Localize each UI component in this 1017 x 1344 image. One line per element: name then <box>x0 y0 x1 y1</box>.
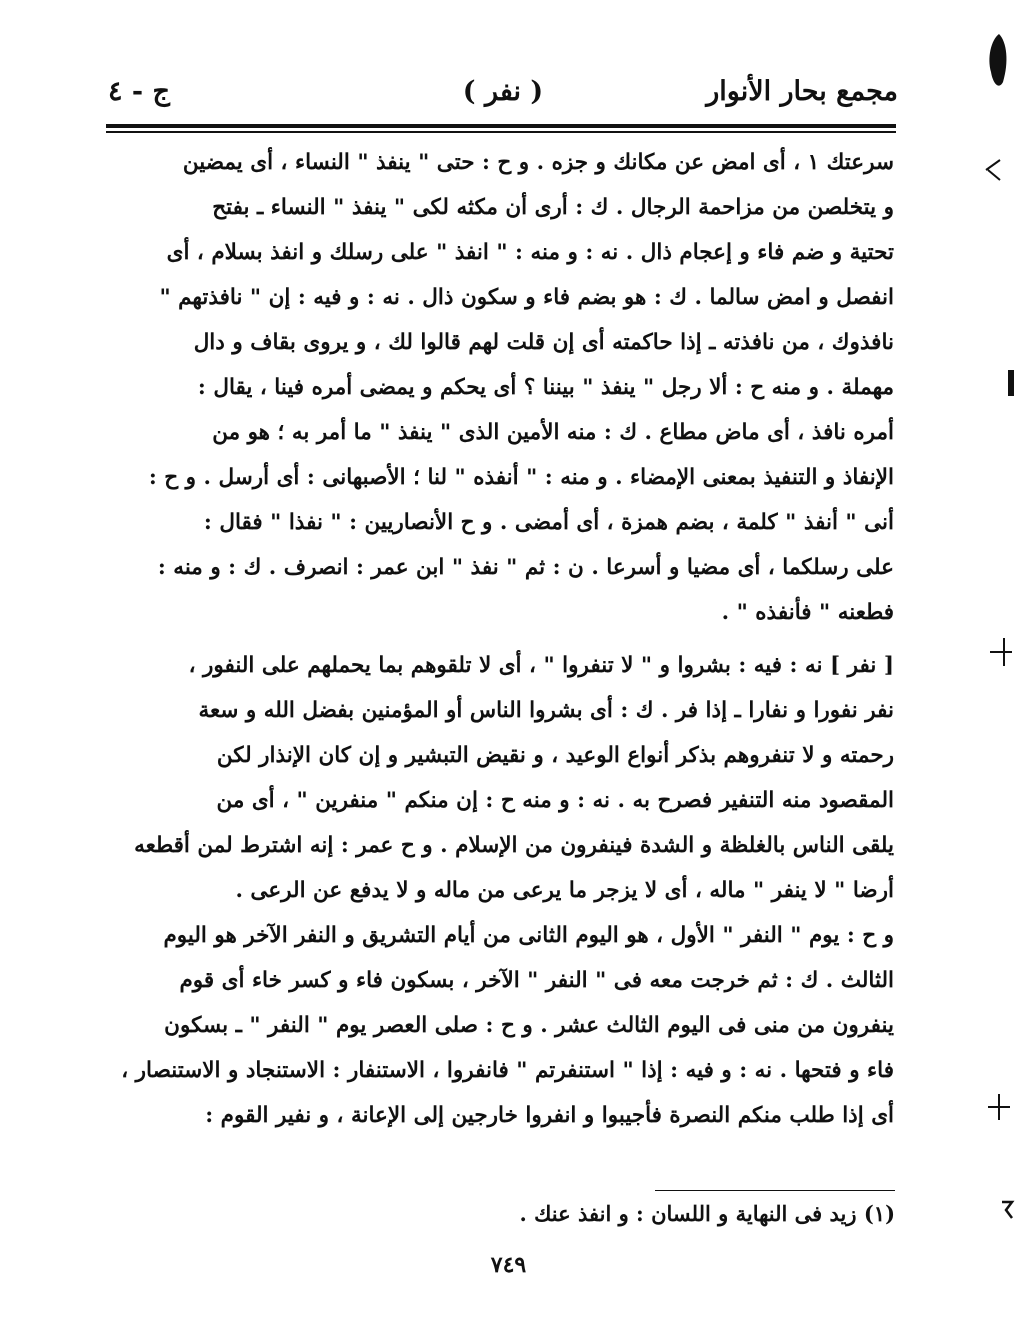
book-title: مجمع بحار الأنوار <box>706 76 898 107</box>
text-line: فاء و فتحها . نه : و فيه : إذا " استنفرتم " فانفروا ، الاستنفار : الاستنجاد و الاستنصار ، <box>121 1058 894 1083</box>
paragraph-nafar <box>112 643 894 1138</box>
page-number: ٧٤٩ <box>490 1252 527 1278</box>
text-line: على رسلكما ، أى مضيا و أسرعا . ن : ثم " نفذ " ابن عمر : انصرف . ك : و منه : <box>157 555 894 580</box>
text-line: أنى " أنفذ " كلمة ، بضم همزة ، أى أمضى . و ح الأنصاريين : " نفذا " فقال : <box>203 510 894 535</box>
text-line: و ح : يوم " النفر " الأول ، هو اليوم الثانى من أيام التشريق و النفر الآخر هو اليوم <box>163 923 894 948</box>
volume-label: ج - ٤ <box>108 76 170 107</box>
header-rule-thin <box>106 131 896 133</box>
text-line: فطعنه " فأنفذه " . <box>721 600 894 625</box>
scan-cross-icon <box>986 1092 1012 1122</box>
text-line: و يتخلصن من مزاحمة الرجال . ك : أرى أن مكثه لكى " ينفذ " النساء ـ بفتح <box>212 195 894 220</box>
scan-mark-icon <box>984 158 1002 182</box>
text-line: سرعتك ١ ، أى امض عن مكانك و جزه . و ح : حتى " ينفذ " النساء ، أى يمضين <box>182 150 894 175</box>
text-line: نفر نفورا و نفارا ـ إذا فر . ك : أى بشروا الناس أو المؤمنين بفضل الله و سعة <box>198 698 894 723</box>
text-line: رحمته و لا تنفروهم بذكر أنواع الوعيد ، و نقيض التبشير و إن كان الإنذار لكن <box>216 743 894 768</box>
footnote: (١) زيد فى النهاية و اللسان : و انفذ عنك . <box>519 1201 895 1226</box>
paragraph-nafadh <box>112 140 894 635</box>
scan-blot-icon <box>985 32 1011 92</box>
header-rule-thick <box>106 124 896 128</box>
text-line: تحتية و ضم فاء و إعجام ذال . نه : و منه : " انفذ " على رسلك و انفذ بسلام ، أى <box>166 240 894 265</box>
text-line: أى إذا طلب منكم النصرة فأجيبوا و انفروا خارجين إلى الإعانة ، و نفير القوم : <box>205 1103 894 1128</box>
main-text <box>112 140 894 1138</box>
footnote-rule <box>655 1190 895 1191</box>
running-header <box>108 72 898 116</box>
text-line: يلقى الناس بالغلظة و الشدة فينفرون من الإسلام . و ح عمر : إنه اشترط لمن أقطعه <box>134 833 894 858</box>
scan-mark-icon <box>998 1198 1016 1222</box>
text-line: مهملة . و منه ح : ألا رجل " ينفذ " بيننا ؟ أى يحكم و يمضى أمره فينا ، يقال : <box>197 375 894 400</box>
text-line: انفصل و امض سالما . ك : هو بضم فاء و سكون ذال . نه : و فيه : إن " نافذتهم " <box>159 285 894 310</box>
text-line: الثالث . ك : ثم خرجت معه فى " النفر " الآخر ، بسكون فاء و كسر خاء أى قوم <box>179 968 894 993</box>
text-line: أمره نافذ ، أى ماض مطاع . ك : منه الأمين الذى " ينفذ " ما أمر به ؛ هو من <box>212 420 894 445</box>
entry-heading: ( نفر ) <box>462 76 544 107</box>
text-line: نافذوك ، من نافذته ـ إذا حاكمته أى إن قلت لهم قالوا لك ، و يروى بقاف و دال <box>193 330 894 355</box>
text-line: المقصود منه التنفير فصرح به . نه : و منه ح : إن منكم " منفرين " ، أى من <box>216 788 894 813</box>
text-line: ينفرون من منى فى اليوم الثالث عشر . و ح : صلى العصر يوم " النفر " ـ بسكون <box>164 1013 894 1038</box>
scan-mark-icon <box>1006 368 1016 398</box>
text-line: الإنفاذ و التنفيذ بمعنى الإمضاء . و منه : " أنفذه " لنا ؛ الأصبهانى : أى أرسل . و ح : <box>148 465 894 490</box>
text-line: أرضا " لا ينفر " ماله ، أى لا يزجر ما يرعى من ماله و لا يدفع عن الرعى . <box>235 878 894 903</box>
text-line: [ نفر ] نه : فيه : بشروا و " لا تنفروا " ، أى لا تلقوهم بما يحملهم على النفور ، <box>188 653 894 678</box>
scan-mark-icon <box>986 634 1016 670</box>
